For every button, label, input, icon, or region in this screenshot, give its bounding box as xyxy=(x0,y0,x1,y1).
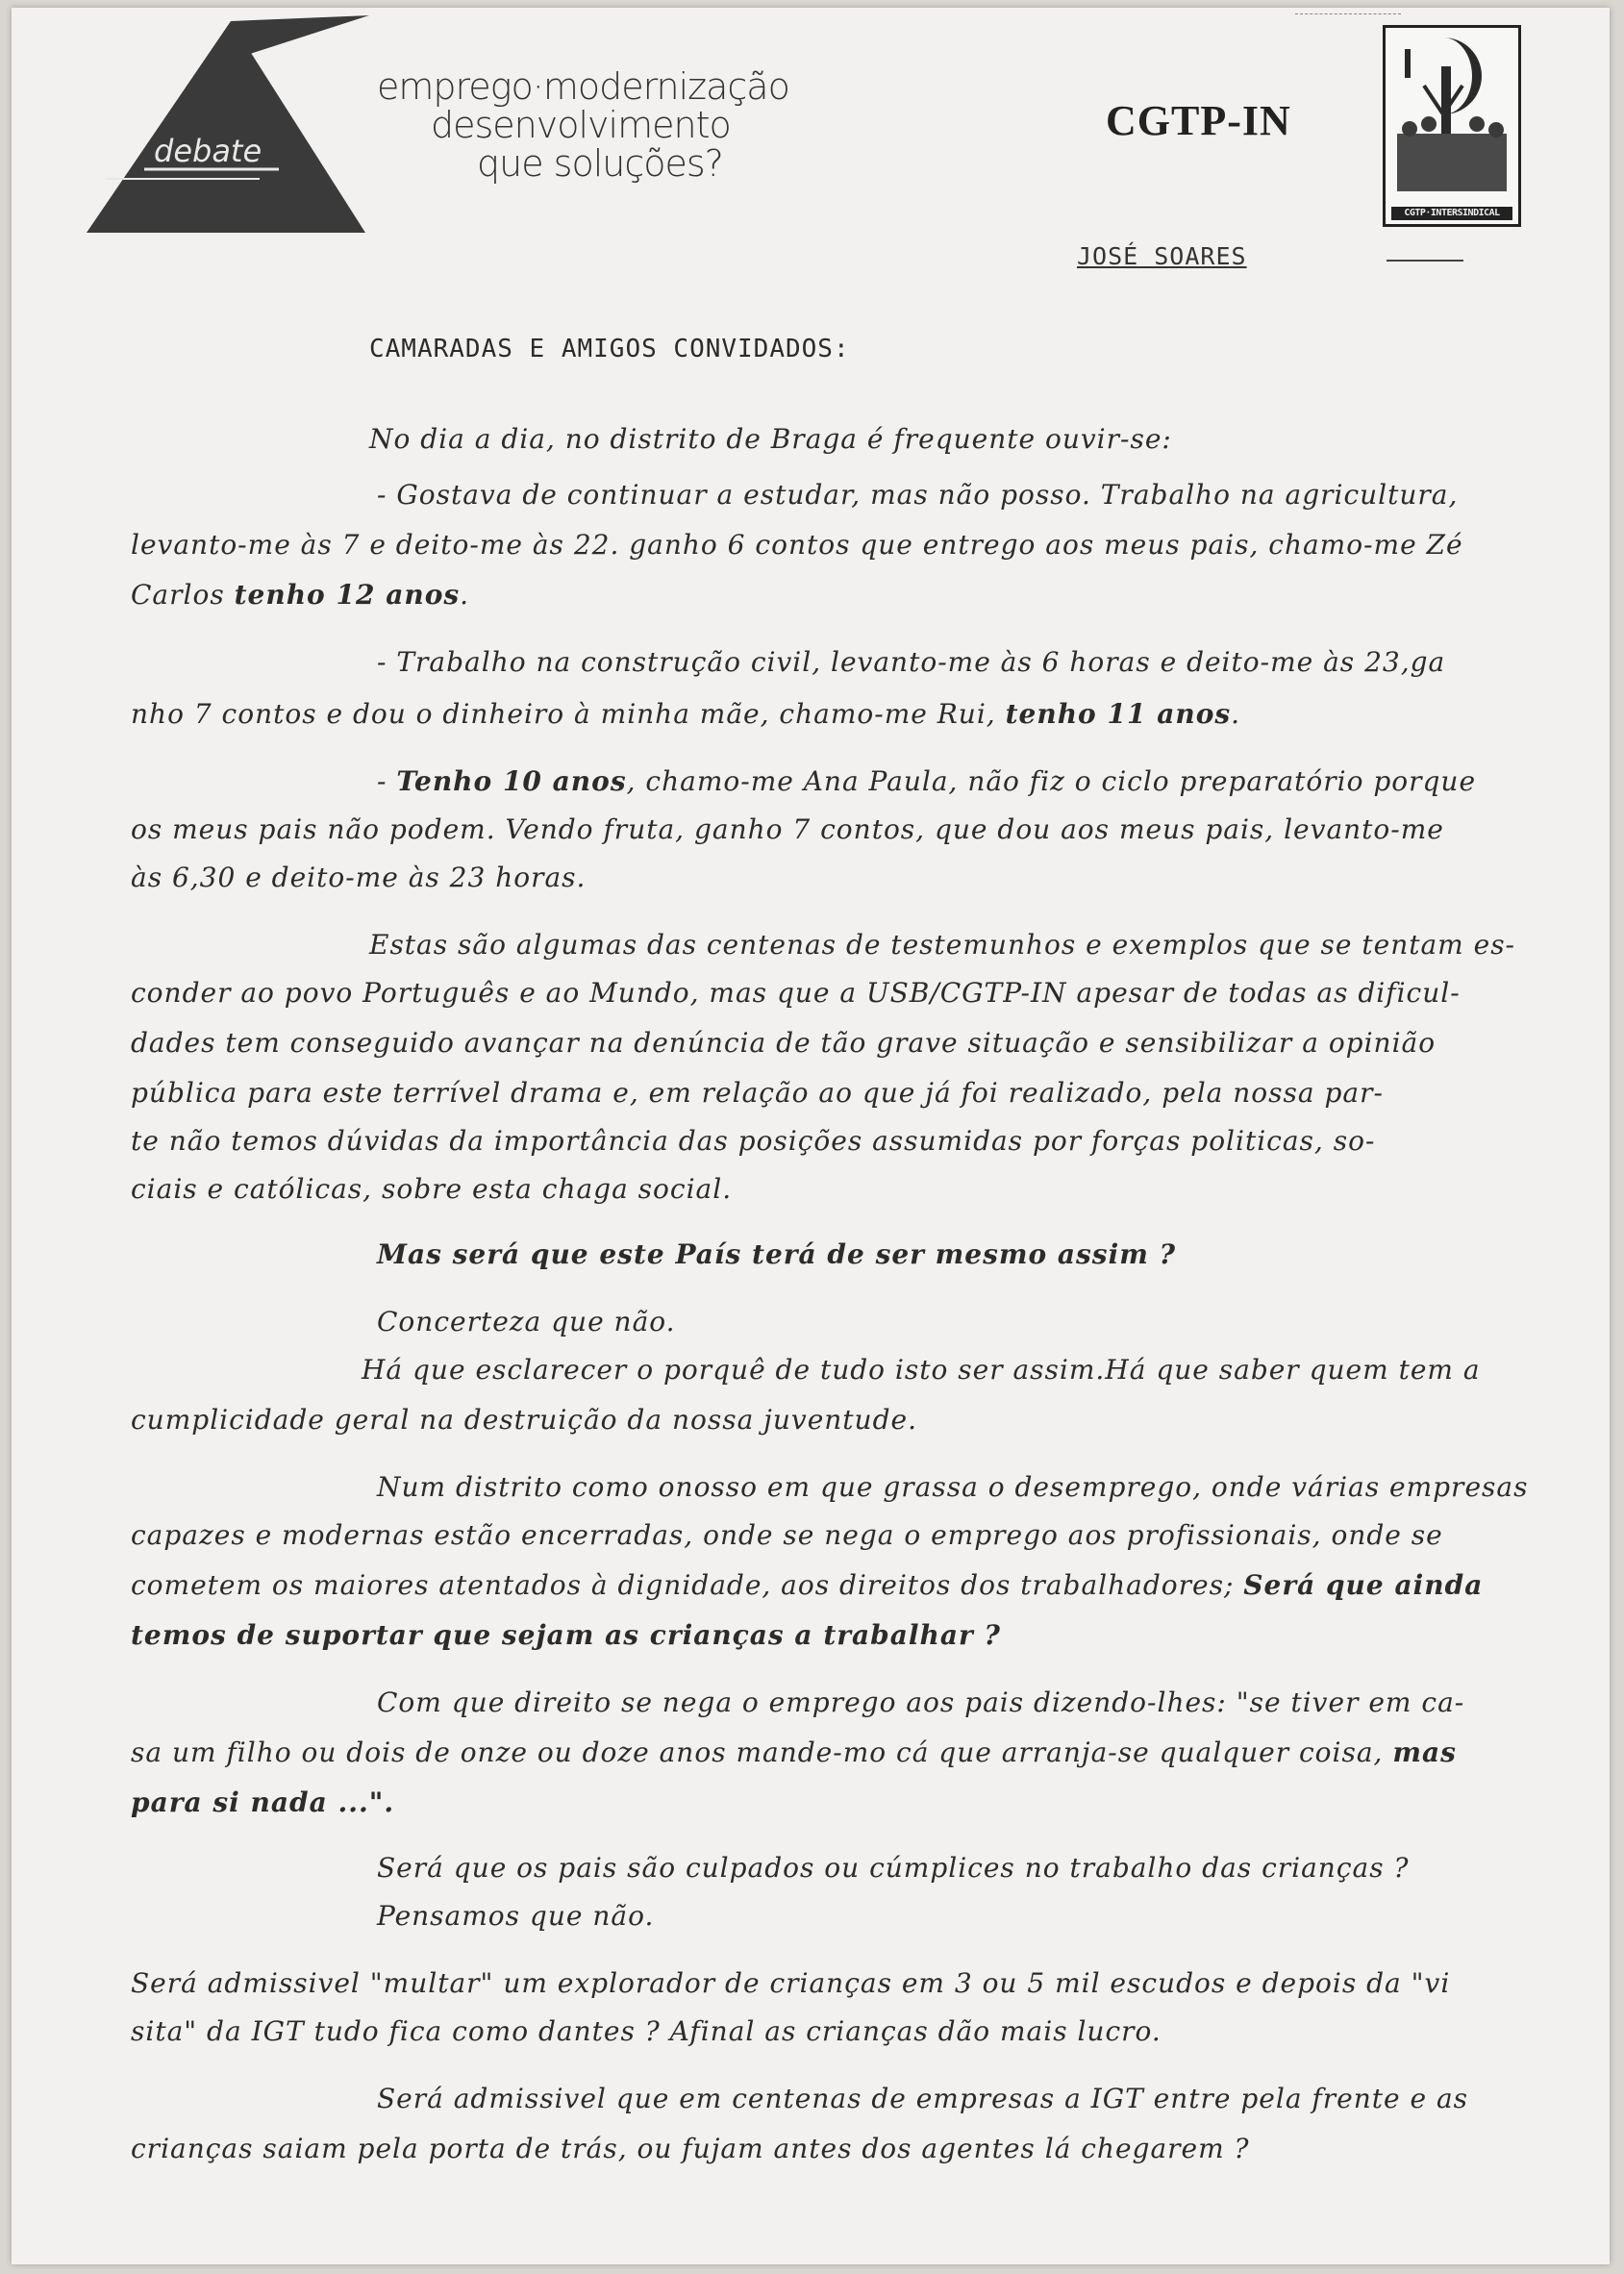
text-line: Com que direito se nega o emprego aos pais dizendo-lhes: "se tiver em ca- xyxy=(377,1687,1465,1718)
text-line xyxy=(131,698,1240,730)
emblem-figure-icon xyxy=(1386,28,1518,201)
text-line: Será admissivel que em centenas de empresas a IGT entre pela frente e as xyxy=(377,2083,1469,2114)
slogan-line-2: desenvolvimento xyxy=(431,104,731,146)
text-line xyxy=(131,1737,1457,1768)
logo-text: debate xyxy=(154,133,262,169)
text-line xyxy=(131,579,469,611)
document-page xyxy=(12,8,1610,2264)
text-segment-bold: tenho 12 anos xyxy=(234,579,461,611)
union-emblem xyxy=(1383,25,1521,227)
slogan-line-3: que soluções? xyxy=(477,142,723,185)
text-line xyxy=(377,765,1476,797)
text-line: Há que esclarecer o porquê de tudo isto ser assim.Há que saber quem tem a xyxy=(362,1354,1481,1386)
stray-rule xyxy=(1387,260,1463,262)
text-line: Será admissivel "multar" um explorador de crianças em 3 ou 5 mil escudos e depois da "vi xyxy=(131,1967,1451,1999)
text-segment-bold: tenho 11 anos xyxy=(1005,698,1232,730)
text-line: às 6,30 e deito-me às 23 horas. xyxy=(131,862,587,893)
text-line-bold: temos de suportar que sejam as crianças a trabalhar ? xyxy=(131,1619,1001,1651)
text-line: levanto-me às 7 e deito-me às 22. ganho 6 contos que entrego aos meus pais, chamo-me Zé xyxy=(131,529,1463,561)
text-line: Será que os pais são culpados ou cúmplices no trabalho das crianças ? xyxy=(377,1852,1410,1884)
top-dash-mark xyxy=(1295,13,1401,15)
text-line: conder ao povo Português e ao Mundo, mas que a USB/CGTP-IN apesar de todas as dificul- xyxy=(131,977,1461,1009)
text-segment: Carlos xyxy=(131,579,235,611)
text-segment-bold: Tenho 10 anos xyxy=(396,765,627,797)
text-line: dades tem conseguido avançar na denúncia de tão grave situação e sensibilizar a opinião xyxy=(131,1027,1437,1059)
org-name: CGTP-IN xyxy=(1106,97,1291,144)
text-segment: . xyxy=(1231,698,1241,730)
text-segment: . xyxy=(460,579,470,611)
text-line: cumplicidade geral na destruição da nossa juventude. xyxy=(131,1404,917,1436)
slogan-line-1: emprego·modernização xyxy=(377,65,789,108)
text-line: No dia a dia, no distrito de Braga é frequente ouvir-se: xyxy=(369,423,1172,455)
text-line: - Trabalho na construção civil, levanto-me às 6 horas e deito-me às 23,ga xyxy=(377,646,1446,678)
text-line: pública para este terrível drama e, em relação ao que já foi realizado, pela nossa par- xyxy=(131,1077,1384,1109)
text-line: capazes e modernas estão encerradas, onde se nega o emprego aos profissionais, onde se xyxy=(131,1519,1443,1551)
text-line: Num distrito como onosso em que grassa o desemprego, onde várias empresas xyxy=(377,1471,1529,1503)
debate-logo xyxy=(87,15,369,240)
header-slogan xyxy=(377,67,789,183)
text-segment: nho 7 contos e dou o dinheiro à minha mãe, chamo-me Rui, xyxy=(131,698,1006,730)
text-line-bold: Mas será que este País terá de ser mesmo assim ? xyxy=(377,1238,1176,1270)
emblem-caption: CGTP·INTERSINDICAL xyxy=(1391,207,1512,220)
author-name: JOSÉ SOARES xyxy=(1077,242,1247,270)
text-line: os meus pais não podem. Vendo fruta, ganho 7 contos, que dou aos meus pais, levanto-me xyxy=(131,813,1444,845)
text-line: Estas são algumas das centenas de testemunhos e exemplos que se tentam es- xyxy=(369,929,1516,961)
text-line: ciais e católicas, sobre esta chaga social. xyxy=(131,1173,733,1205)
text-line: crianças saiam pela porta de trás, ou fujam antes dos agentes lá chegarem ? xyxy=(131,2133,1250,2164)
text-line: - Gostava de continuar a estudar, mas não posso. Trabalho na agricultura, xyxy=(377,479,1459,511)
text-line: te não temos dúvidas da importância das posições assumidas por forças politicas, so- xyxy=(131,1125,1376,1157)
text-line xyxy=(131,1569,1483,1601)
text-line: Pensamos que não. xyxy=(377,1900,655,1932)
text-segment: sa um filho ou dois de onze ou doze anos mande-mo cá que arranja-se qualquer coisa, xyxy=(131,1737,1393,1768)
text-segment: - xyxy=(377,765,397,797)
text-segment: cometem os maiores atentados à dignidade, aos direitos dos trabalhadores; xyxy=(131,1569,1244,1601)
text-line: Concerteza que não. xyxy=(377,1306,676,1337)
text-segment-bold: mas xyxy=(1392,1737,1457,1768)
text-line-bold: para si nada ...". xyxy=(131,1787,395,1818)
salutation: CAMARADAS E AMIGOS CONVIDADOS: xyxy=(369,335,850,363)
text-line: sita" da IGT tudo fica como dantes ? Afinal as crianças dão mais lucro. xyxy=(131,2015,1162,2047)
text-segment-bold: Será que ainda xyxy=(1243,1569,1484,1601)
text-segment: , chamo-me Ana Paula, não fiz o ciclo preparatório porque xyxy=(626,765,1477,797)
